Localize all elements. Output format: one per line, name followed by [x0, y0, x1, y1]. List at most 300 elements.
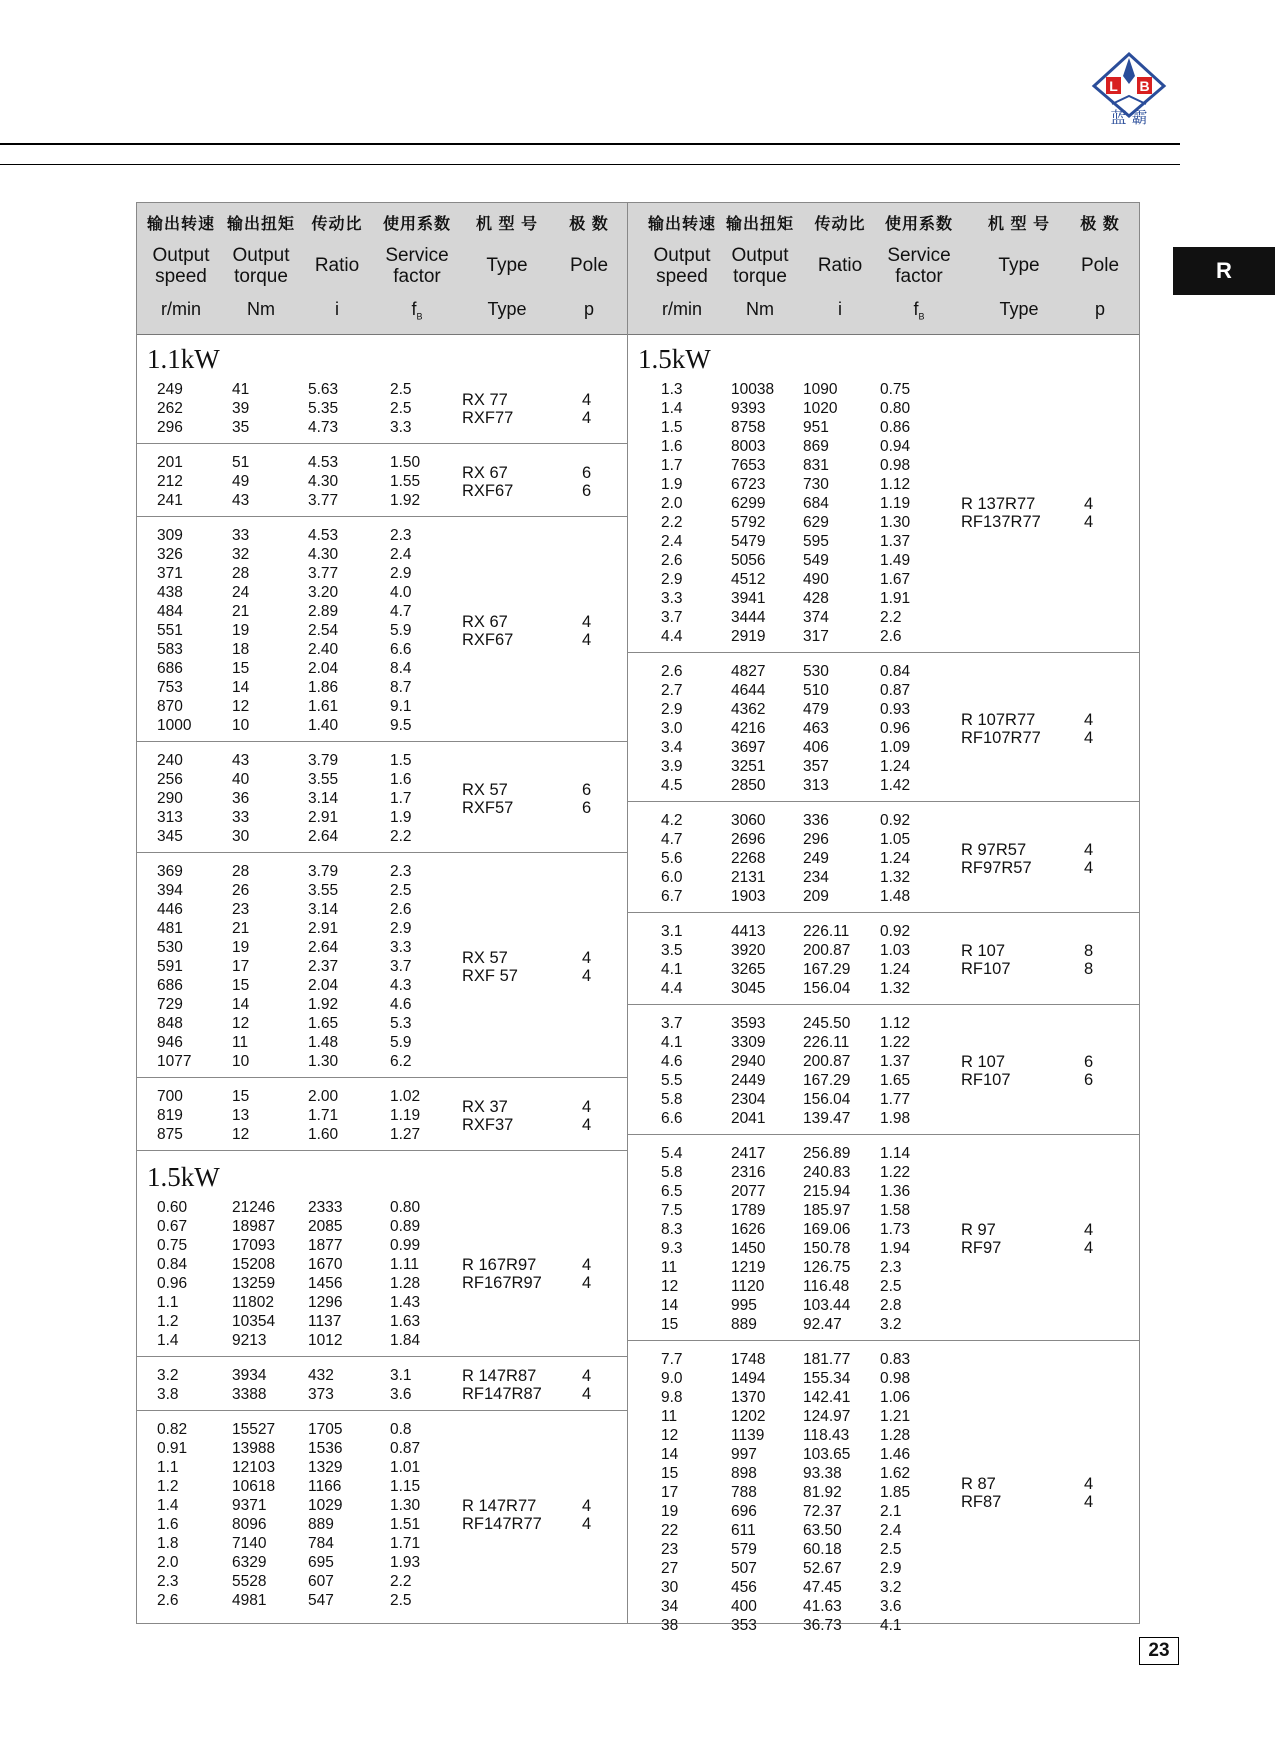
group-divider: [137, 741, 627, 742]
table-cell: 11: [232, 1034, 249, 1051]
table-cell: 9.1: [390, 698, 412, 715]
table-cell: 1.71: [308, 1107, 339, 1124]
table-cell: 1.24: [880, 850, 911, 867]
type-cell: RXF67: [462, 481, 514, 500]
table-cell: 369: [157, 863, 183, 880]
table-cell: 406: [803, 739, 829, 756]
group-divider: [137, 852, 627, 853]
table-cell: 2940: [731, 1053, 766, 1070]
table-cell: 686: [157, 660, 183, 677]
table-cell: 428: [803, 590, 829, 607]
brand-name: 蓝 霸: [1110, 108, 1148, 126]
pole-cell: 6: [1084, 1071, 1094, 1089]
table-cell: 8.4: [390, 660, 412, 677]
pole-cell: 4: [582, 390, 592, 409]
table-cell: 1.15: [390, 1478, 421, 1495]
table-cell: 256: [157, 771, 183, 788]
table-cell: 4.4: [661, 628, 683, 645]
table-cell: 47.45: [803, 1579, 842, 1596]
table-cell: 1.71: [390, 1535, 421, 1552]
table-cell: 2449: [731, 1072, 766, 1089]
table-cell: 0.84: [157, 1256, 188, 1273]
type-cell: R 107R77: [961, 710, 1036, 729]
pole-cell: 4: [1084, 1239, 1094, 1257]
table-cell: 3.7: [390, 958, 412, 975]
table-cell: 200.87: [803, 1053, 851, 1070]
table-cell: 4.1: [661, 1034, 683, 1051]
group-divider: [137, 1356, 627, 1357]
table-cell: 607: [308, 1573, 334, 1590]
table-cell: 0.80: [880, 400, 911, 417]
pole-cell: 4: [582, 1497, 592, 1515]
table-cell: 3.7: [661, 609, 683, 626]
table-cell: 1.60: [308, 1126, 339, 1143]
table-cell: 0.80: [390, 1199, 421, 1216]
table-cell: 8.7: [390, 679, 412, 696]
table-cell: 2.9: [880, 1560, 902, 1577]
table-cell: 3697: [731, 739, 766, 756]
table-cell: 3309: [731, 1034, 766, 1051]
type-cell: RX 37: [462, 1097, 508, 1116]
table-cell: 21: [232, 603, 250, 620]
table-cell: 1.51: [390, 1516, 421, 1533]
table-cell: 6.6: [390, 641, 412, 658]
table-cell: 40: [232, 771, 250, 788]
table-cell: 1202: [731, 1408, 766, 1425]
table-cell: 3.5: [661, 942, 683, 959]
type-cell: R 147R77: [462, 1497, 537, 1515]
table-cell: 3060: [731, 812, 766, 829]
table-cell: 4.5: [661, 777, 683, 794]
table-cell: 479: [803, 701, 829, 718]
table-cell: 3.2: [157, 1367, 179, 1384]
pole-cell: 4: [1084, 513, 1094, 531]
table-cell: 1.49: [880, 552, 911, 569]
type-cell: RF107: [961, 960, 1011, 978]
table-cell: 1.22: [880, 1164, 911, 1181]
table-cell: 1077: [157, 1053, 192, 1070]
table-cell: 2.2: [390, 1573, 412, 1590]
table-cell: 432: [308, 1367, 334, 1384]
pole-cell: 4: [582, 408, 592, 427]
table-cell: 1.21: [880, 1408, 911, 1425]
table-cell: 0.86: [880, 419, 911, 436]
table-cell: 0.87: [390, 1440, 421, 1457]
group-divider: [628, 1134, 1139, 1135]
table-cell: 3.55: [308, 771, 339, 788]
table-cell: 19: [661, 1503, 679, 1520]
group-divider: [137, 1410, 627, 1411]
table-cell: 5.35: [308, 400, 339, 417]
table-cell: 1.2: [157, 1478, 179, 1495]
table-cell: 7.5: [661, 1202, 683, 1219]
table-cell: 2.04: [308, 977, 339, 994]
table-cell: 1.9: [661, 476, 683, 493]
group-divider: [628, 652, 1139, 653]
table-cell: 10618: [232, 1478, 276, 1495]
table-cell: 2.3: [157, 1573, 179, 1590]
table-cell: 8003: [731, 438, 766, 455]
table-cell: 591: [157, 958, 183, 975]
table-cell: 2.1: [880, 1503, 902, 1520]
table-cell: 209: [803, 888, 829, 905]
table-cell: 36.73: [803, 1617, 842, 1634]
table-cell: 2.5: [390, 381, 412, 398]
table-cell: 5.9: [390, 622, 412, 639]
table-cell: 9.3: [661, 1240, 683, 1257]
table-cell: 1029: [308, 1497, 343, 1514]
table-cell: 2.89: [308, 603, 339, 620]
type-cell: R 107: [961, 1053, 1006, 1071]
table-cell: 10038: [731, 381, 775, 398]
table-cell: 245.50: [803, 1015, 851, 1032]
type-cell: RX 77: [462, 390, 508, 409]
type-cell: RXF77: [462, 408, 514, 427]
table-cell: 7.7: [661, 1351, 683, 1368]
type-cell: RF137R77: [961, 513, 1041, 531]
table-cell: 4362: [731, 701, 766, 718]
table-cell: 1139: [731, 1427, 765, 1444]
header-en: Service factor: [385, 245, 449, 287]
table-cell: 0.96: [157, 1275, 188, 1292]
table-cell: 4.53: [308, 454, 339, 471]
table-cell: 1.6: [661, 438, 683, 455]
table-cell: 3388: [232, 1386, 267, 1403]
table-cell: 1.37: [880, 533, 911, 550]
table-cell: 17: [232, 958, 250, 975]
table-cell: 2268: [731, 850, 766, 867]
table-cell: 3.55: [308, 882, 339, 899]
table-cell: 23: [661, 1541, 679, 1558]
table-cell: 9393: [731, 400, 766, 417]
table-cell: 139.47: [803, 1110, 851, 1127]
table-cell: 1.77: [880, 1091, 911, 1108]
table-cell: 549: [803, 552, 829, 569]
table-cell: 889: [308, 1516, 334, 1533]
header-cn: 输出扭矩: [725, 216, 794, 233]
table-cell: 1.01: [390, 1459, 421, 1476]
table-cell: 2696: [731, 831, 766, 848]
table-cell: 18987: [232, 1218, 276, 1235]
section-title: 1.1kW: [147, 344, 220, 374]
table-cell: 4827: [731, 663, 766, 680]
table-cell: 1.22: [880, 1034, 911, 1051]
table-cell: 181.77: [803, 1351, 851, 1368]
table-cell: 38: [661, 1617, 679, 1634]
selection-table: [136, 202, 1140, 1634]
table-cell: 15527: [232, 1421, 276, 1438]
table-cell: 326: [157, 546, 183, 563]
table-cell: 2131: [731, 869, 766, 886]
header-en: Ratio: [817, 255, 863, 276]
table-cell: 15: [232, 1088, 250, 1105]
table-cell: 530: [803, 663, 829, 680]
table-cell: 3251: [731, 758, 766, 775]
pole-cell: 4: [1084, 728, 1094, 747]
table-cell: 12: [232, 1126, 250, 1143]
type-cell: RF107R77: [961, 728, 1041, 747]
header-en: Pole: [569, 255, 609, 276]
table-cell: 5.8: [661, 1164, 683, 1181]
type-cell: RXF67: [462, 630, 514, 649]
table-cell: 1.6: [157, 1516, 179, 1533]
table-cell: 4.7: [661, 831, 683, 848]
type-cell: RXF57: [462, 798, 514, 817]
table-cell: 1705: [308, 1421, 343, 1438]
table-cell: 1.30: [308, 1053, 339, 1070]
type-cell: RF147R87: [462, 1385, 542, 1403]
table-cell: 33: [232, 809, 250, 826]
table-cell: 1.7: [661, 457, 683, 474]
table-cell: 142.41: [803, 1389, 851, 1406]
table-cell: 1.63: [390, 1313, 421, 1330]
table-cell: 13988: [232, 1440, 276, 1457]
pole-cell: 4: [1084, 1492, 1094, 1511]
table-cell: 995: [731, 1297, 757, 1314]
table-cell: 1.09: [880, 739, 911, 756]
table-cell: 5792: [731, 514, 766, 531]
table-cell: 0.99: [390, 1237, 421, 1254]
header-cn: 输出转速: [146, 216, 215, 233]
table-cell: 2.3: [390, 527, 412, 544]
pole-cell: 6: [582, 463, 592, 482]
pole-cell: 4: [582, 630, 592, 649]
table-cell: 41.63: [803, 1598, 842, 1615]
table-cell: 3.1: [661, 923, 683, 940]
table-cell: 5.9: [390, 1034, 412, 1051]
pole-cell: 6: [1084, 1053, 1094, 1071]
table-cell: 490: [803, 571, 829, 588]
table-cell: 1.06: [880, 1389, 911, 1406]
table-cell: 696: [731, 1503, 757, 1520]
table-cell: 6.7: [661, 888, 683, 905]
table-cell: 126.75: [803, 1259, 851, 1276]
table-cell: 1.28: [390, 1275, 421, 1292]
table-cell: 4512: [731, 571, 766, 588]
table-cell: 611: [731, 1522, 756, 1539]
table-cell: 2.00: [308, 1088, 339, 1105]
pole-cell: 4: [582, 1097, 592, 1116]
table-cell: 3.77: [308, 492, 339, 509]
table-cell: 52.67: [803, 1560, 842, 1577]
table-cell: 1.73: [880, 1221, 911, 1238]
table-cell: 13259: [232, 1275, 276, 1292]
table-cell: 510: [803, 682, 829, 699]
table-cell: 3.20: [308, 584, 339, 601]
table-cell: 169.06: [803, 1221, 851, 1238]
table-cell: 2.9: [390, 565, 412, 582]
table-cell: 3.77: [308, 565, 339, 582]
table-cell: 8.3: [661, 1221, 683, 1238]
table-cell: 1.19: [390, 1107, 421, 1124]
table-cell: 1.8: [157, 1535, 179, 1552]
table-cell: 1.24: [880, 758, 911, 775]
table-cell: 0.93: [880, 701, 911, 718]
header-cn: 使用系数: [884, 216, 953, 233]
group-divider: [137, 443, 627, 444]
table-cell: 28: [232, 863, 250, 880]
table-cell: 2.64: [308, 939, 339, 956]
table-cell: 1.58: [880, 1202, 911, 1219]
table-cell: 51: [232, 454, 250, 471]
table-cell: 1.92: [390, 492, 421, 509]
table-cell: 2.2: [390, 828, 412, 845]
table-cell: 1166: [308, 1478, 342, 1495]
table-cell: 14: [661, 1446, 679, 1463]
table-cell: 0.98: [880, 1370, 911, 1387]
table-cell: 2077: [731, 1183, 766, 1200]
table-cell: 12: [232, 1015, 250, 1032]
table-cell: 0.8: [390, 1421, 412, 1438]
table-cell: 5.63: [308, 381, 339, 398]
table-cell: 1456: [308, 1275, 343, 1292]
table-cell: 394: [157, 882, 183, 899]
header-unit: i: [838, 299, 842, 319]
type-cell: RF87: [961, 1492, 1002, 1511]
type-cell: RX 57: [462, 948, 508, 967]
table-cell: 1450: [731, 1240, 766, 1257]
header-cn: 机 型 号: [476, 216, 538, 233]
table-cell: 28: [232, 565, 250, 582]
table-cell: 551: [157, 622, 183, 639]
table-cell: 889: [731, 1316, 757, 1333]
table-cell: 5.8: [661, 1091, 683, 1108]
table-cell: 17093: [232, 1237, 276, 1254]
table-cell: 579: [731, 1541, 757, 1558]
table-cell: 4.30: [308, 546, 339, 563]
table-cell: 2.6: [661, 663, 683, 680]
table-cell: 1.43: [390, 1294, 421, 1311]
type-cell: RXF37: [462, 1115, 514, 1134]
table-cell: 353: [731, 1617, 757, 1634]
table-cell: 1.94: [880, 1240, 911, 1257]
table-cell: 1748: [731, 1351, 766, 1368]
table-cell: 36: [232, 790, 250, 807]
type-cell: R 97: [961, 1221, 996, 1239]
table-cell: 686: [157, 977, 183, 994]
pole-cell: 8: [1084, 942, 1094, 960]
table-cell: 33: [232, 527, 250, 544]
table-cell: 234: [803, 869, 829, 886]
table-cell: 226.11: [803, 1034, 850, 1051]
table-cell: 1370: [731, 1389, 766, 1406]
table-cell: 309: [157, 527, 183, 544]
table-cell: 0.83: [880, 1351, 911, 1368]
table-cell: 5056: [731, 552, 766, 569]
table-cell: 4.6: [390, 996, 412, 1013]
table-cell: 1.28: [880, 1427, 911, 1444]
table-cell: 446: [157, 901, 183, 918]
table-cell: 0.67: [157, 1218, 188, 1235]
table-cell: 1.3: [661, 381, 683, 398]
table-cell: 1120: [731, 1278, 765, 1295]
table-cell: 3265: [731, 961, 766, 978]
table-cell: 1626: [731, 1221, 766, 1238]
table-cell: 946: [157, 1034, 183, 1051]
table-cell: 1.4: [157, 1497, 179, 1514]
table-cell: 1219: [731, 1259, 766, 1276]
table-cell: 2.3: [880, 1259, 902, 1276]
table-cell: 24: [232, 584, 250, 601]
table-cell: 43: [232, 752, 250, 769]
table-cell: 0.96: [880, 720, 911, 737]
table-cell: 241: [157, 492, 183, 509]
table-cell: 118.43: [803, 1427, 850, 1444]
header-unit: Nm: [247, 299, 275, 319]
table-cell: 19: [232, 939, 250, 956]
table-cell: 547: [308, 1592, 334, 1609]
table-cell: 1.6: [390, 771, 412, 788]
table-cell: 1090: [803, 381, 838, 398]
table-cell: 103.44: [803, 1297, 851, 1314]
table-cell: 695: [308, 1554, 334, 1571]
table-cell: 997: [731, 1446, 757, 1463]
table-cell: 9.0: [661, 1370, 683, 1387]
table-cell: 1.98: [880, 1110, 911, 1127]
table-cell: 1.65: [308, 1015, 339, 1032]
type-cell: RF147R77: [462, 1515, 542, 1533]
pole-cell: 4: [582, 1515, 592, 1533]
table-cell: 1.30: [390, 1497, 421, 1514]
table-cell: 15: [232, 977, 250, 994]
table-cell: 4216: [731, 720, 766, 737]
type-cell: RF167R97: [462, 1274, 542, 1292]
table-cell: 1903: [731, 888, 766, 905]
table-cell: 12: [661, 1427, 679, 1444]
table-cell: 2.04: [308, 660, 339, 677]
table-cell: 1012: [308, 1332, 343, 1349]
table-cell: 2333: [308, 1199, 343, 1216]
table-cell: 49: [232, 473, 250, 490]
type-cell: R 97R57: [961, 840, 1027, 859]
header-cn: 极 数: [569, 216, 609, 233]
type-cell: R 137R77: [961, 495, 1036, 513]
table-cell: 2316: [731, 1164, 766, 1181]
table-cell: 456: [731, 1579, 757, 1596]
table-cell: 345: [157, 828, 183, 845]
table-cell: 18: [232, 641, 250, 658]
table-cell: 313: [803, 777, 829, 794]
table-cell: 1.4: [157, 1332, 179, 1349]
table-cell: 22: [661, 1522, 679, 1539]
table-cell: 3.3: [661, 590, 683, 607]
pole-cell: 8: [1084, 960, 1094, 978]
table-cell: 4.0: [390, 584, 412, 601]
type-cell: RXF 57: [462, 966, 518, 985]
table-cell: 3.14: [308, 901, 339, 918]
table-cell: 870: [157, 698, 183, 715]
table-cell: 21246: [232, 1199, 276, 1216]
table-cell: 1.5: [661, 419, 683, 436]
table-cell: 240: [157, 752, 183, 769]
svg-text:L: L: [1109, 78, 1118, 94]
group-divider: [137, 1077, 627, 1078]
header-unit: p: [583, 299, 594, 319]
table-cell: 2.5: [880, 1278, 902, 1295]
table-cell: 15: [232, 660, 250, 677]
section-title: 1.5kW: [638, 344, 711, 374]
header-unit: Type: [999, 299, 1039, 319]
table-cell: 3920: [731, 942, 766, 959]
table-cell: 729: [157, 996, 183, 1013]
table-cell: 3934: [232, 1367, 267, 1384]
table-cell: 1.67: [880, 571, 911, 588]
table-header: [137, 203, 1139, 335]
table-cell: 4.4: [661, 980, 683, 997]
top-rule-thin: [0, 164, 1180, 165]
header-en: Output torque: [232, 245, 290, 287]
group-divider: [628, 1340, 1139, 1341]
